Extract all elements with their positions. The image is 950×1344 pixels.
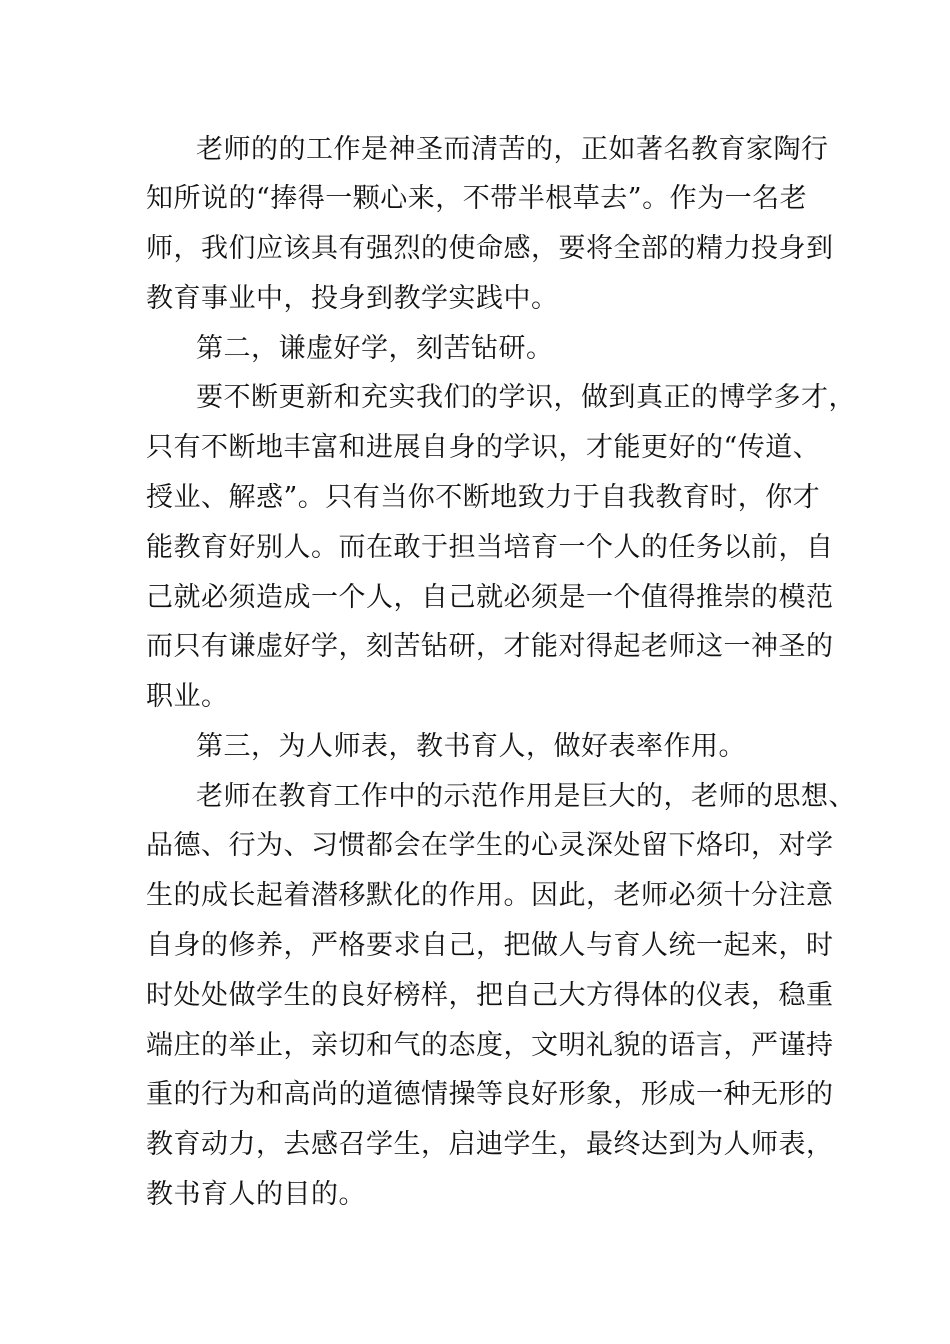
paragraph-2-line-4: 能教育好别人。而在敢于担当培育一个人的任务以前，自: [146, 532, 834, 563]
paragraph-2-line-6: 而只有谦虚好学，刻苦钻研，才能对得起老师这一神圣的: [146, 631, 834, 662]
paragraph-3-line-7: 重的行为和高尚的道德情操等良好形象，形成一种无形的: [146, 1079, 834, 1110]
paragraph-3-line-6: 端庄的举止，亲切和气的态度，文明礼貌的语言，严谨持: [146, 1030, 834, 1061]
paragraph-3-line-4: 自身的修养，严格要求自己，把做人与育人统一起来，时: [146, 930, 834, 961]
paragraph-3-line-5: 时处处做学生的良好榜样，把自己大方得体的仪表，稳重: [146, 980, 834, 1011]
paragraph-2-line-5: 己就必须造成一个人，自己就必须是一个值得推崇的模范: [146, 582, 834, 613]
paragraph-3-line-1: 老师在教育工作中的示范作用是巨大的，老师的思想、: [196, 781, 856, 812]
paragraph-3-line-8: 教育动力，去感召学生，启迪学生，最终达到为人师表，: [146, 1129, 834, 1160]
heading-second: 第二，谦虚好学，刻苦钻研。: [196, 333, 554, 364]
paragraph-3-line-3: 生的成长起着潜移默化的作用。因此，老师必须十分注意: [146, 880, 834, 911]
paragraph-3-line-9: 教书育人的目的。: [146, 1179, 366, 1210]
paragraph-2-line-7: 职业。: [146, 681, 229, 712]
heading-third: 第三，为人师表，教书育人，做好表率作用。: [196, 731, 746, 762]
paragraph-2-line-3: 授业、解惑”。只有当你不断地致力于自我教育时，你才: [146, 482, 821, 513]
paragraph-2-line-2: 只有不断地丰富和进展自身的学识，才能更好的“传道、: [146, 432, 821, 463]
paragraph-2-line-1: 要不断更新和充实我们的学识，做到真正的博学多才，: [196, 382, 856, 413]
paragraph-1-line-4: 教育事业中，投身到教学实践中。: [146, 283, 559, 314]
paragraph-3-line-2: 品德、行为、习惯都会在学生的心灵深处留下烙印，对学: [146, 830, 834, 861]
paragraph-1-line-1: 老师的的工作是神圣而清苦的，正如著名教育家陶行: [196, 134, 829, 165]
paragraph-1-line-2: 知所说的“捧得一颗心来，不带半根草去”。作为一名老: [146, 183, 808, 214]
paragraph-1-line-3: 师，我们应该具有强烈的使命感，要将全部的精力投身到: [146, 233, 834, 264]
